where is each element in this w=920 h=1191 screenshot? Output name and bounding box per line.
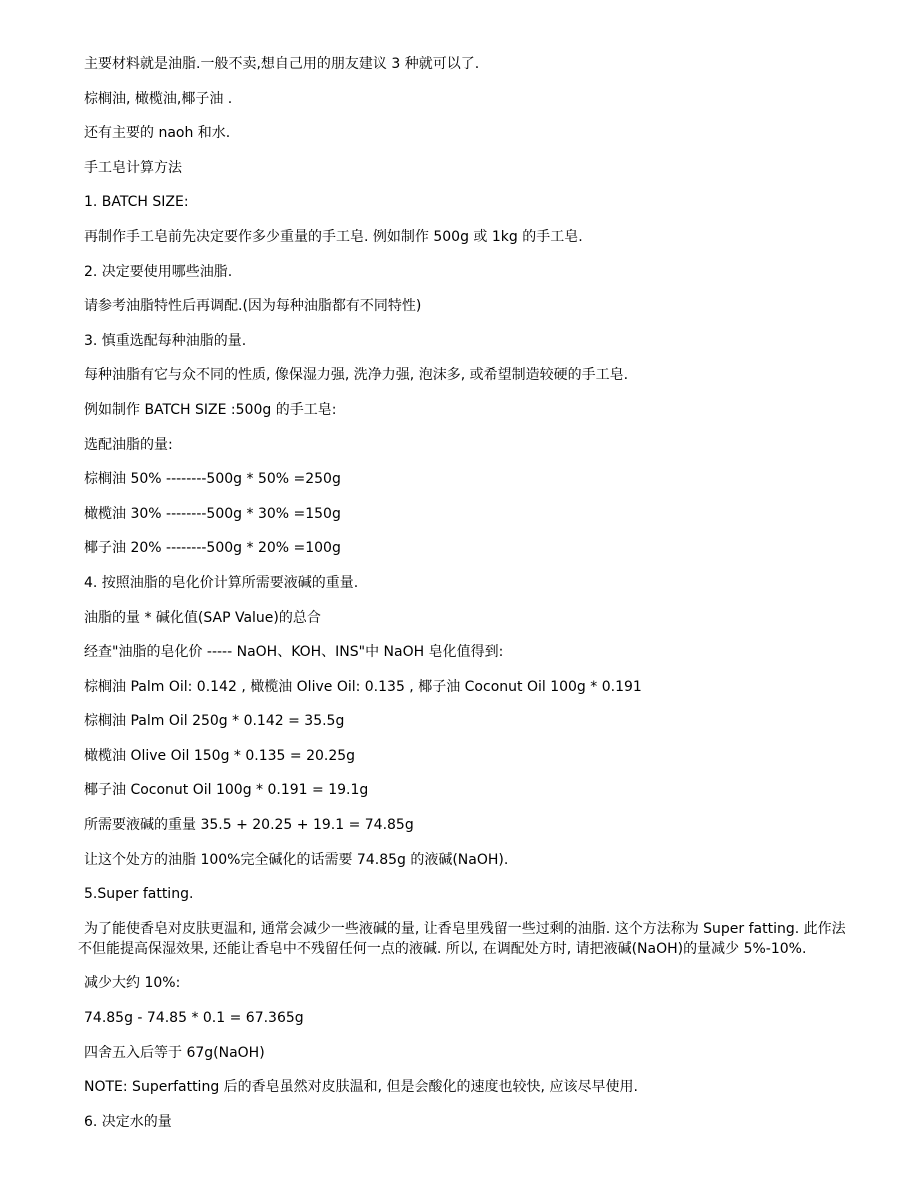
- text-line: 棕榈油, 橄榄油,椰子油 .: [84, 90, 233, 107]
- formula-line: 74.85g - 74.85 * 0.1 = 67.365g: [84, 1010, 304, 1027]
- step-heading: 5.Super fatting.: [84, 886, 194, 903]
- text-line: 每种油脂有它与众不同的性质, 像保湿力强, 洗净力强, 泡沫多, 或希望制造较硬的手工皂.: [84, 367, 629, 384]
- text-line: 主要材料就是油脂.一般不卖,想自己用的朋友建议 3 种就可以了.: [84, 56, 480, 72]
- section-title: 手工皂计算方法: [84, 159, 182, 176]
- text-line: 经查"油脂的皂化价 ----- NaOH、KOH、INS"中 NaOH 皂化值得到:: [84, 644, 504, 661]
- text-line: 请参考油脂特性后再调配.(因为每种油脂都有不同特性): [84, 298, 422, 315]
- step-heading: 3. 慎重选配每种油脂的量.: [84, 332, 247, 349]
- formula-line: 棕榈油 Palm Oil 250g * 0.142 = 35.5g: [84, 713, 345, 730]
- text-line: 再制作手工皂前先决定要作多少重量的手工皂. 例如制作 500g 或 1kg 的手工皂.: [84, 228, 583, 245]
- superfatting-paragraph: 为了能使香皂对皮肤更温和, 通常会减少一些液碱的量, 让香皂里残留一些过剩的油脂. 这个方法称为 Super fatting. 此作法不但能提高保湿效果, 还能让香皂中不残留任何一点的液碱. 所以, 在调配处方时, 请把液碱(NaOH)的量减少 5%-10%.: [78, 920, 846, 957]
- text-line: 四舍五入后等于 67g(NaOH): [84, 1044, 265, 1061]
- text-line: 棕榈油 Palm Oil: 0.142 , 橄榄油 Olive Oil: 0.135 , 椰子油 Coconut Oil 100g * 0.191: [84, 678, 642, 695]
- formula-line: 椰子油 20% --------500g * 20% =100g: [84, 540, 341, 557]
- formula-line: 橄榄油 30% --------500g * 30% =150g: [84, 505, 341, 522]
- formula-line: 所需要液碱的重量 35.5 + 20.25 + 19.1 = 74.85g: [84, 817, 414, 834]
- formula-line: 椰子油 Coconut Oil 100g * 0.191 = 19.1g: [84, 782, 369, 799]
- step-heading: 2. 决定要使用哪些油脂.: [84, 263, 233, 280]
- formula-line: 棕榈油 50% --------500g * 50% =250g: [84, 471, 341, 488]
- step-heading: 4. 按照油脂的皂化价计算所需要液碱的重量.: [84, 574, 359, 591]
- text-line: 例如制作 BATCH SIZE :500g 的手工皂:: [84, 401, 337, 418]
- formula-line: 橄榄油 Olive Oil 150g * 0.135 = 20.25g: [84, 747, 356, 764]
- text-line: 让这个处方的油脂 100%完全碱化的话需要 74.85g 的液碱(NaOH).: [84, 851, 509, 868]
- note-line: NOTE: Superfatting 后的香皂虽然对皮肤温和, 但是会酸化的速度也较快, 应该尽早使用.: [84, 1079, 638, 1096]
- step-heading: 1. BATCH SIZE:: [84, 194, 189, 211]
- text-line: 减少大约 10%:: [84, 975, 181, 992]
- text-line: 油脂的量 * 碱化值(SAP Value)的总合: [84, 609, 321, 626]
- step-heading: 6. 决定水的量: [84, 1113, 172, 1130]
- text-line: 还有主要的 naoh 和水.: [84, 125, 231, 142]
- text-line: 选配油脂的量:: [84, 436, 173, 453]
